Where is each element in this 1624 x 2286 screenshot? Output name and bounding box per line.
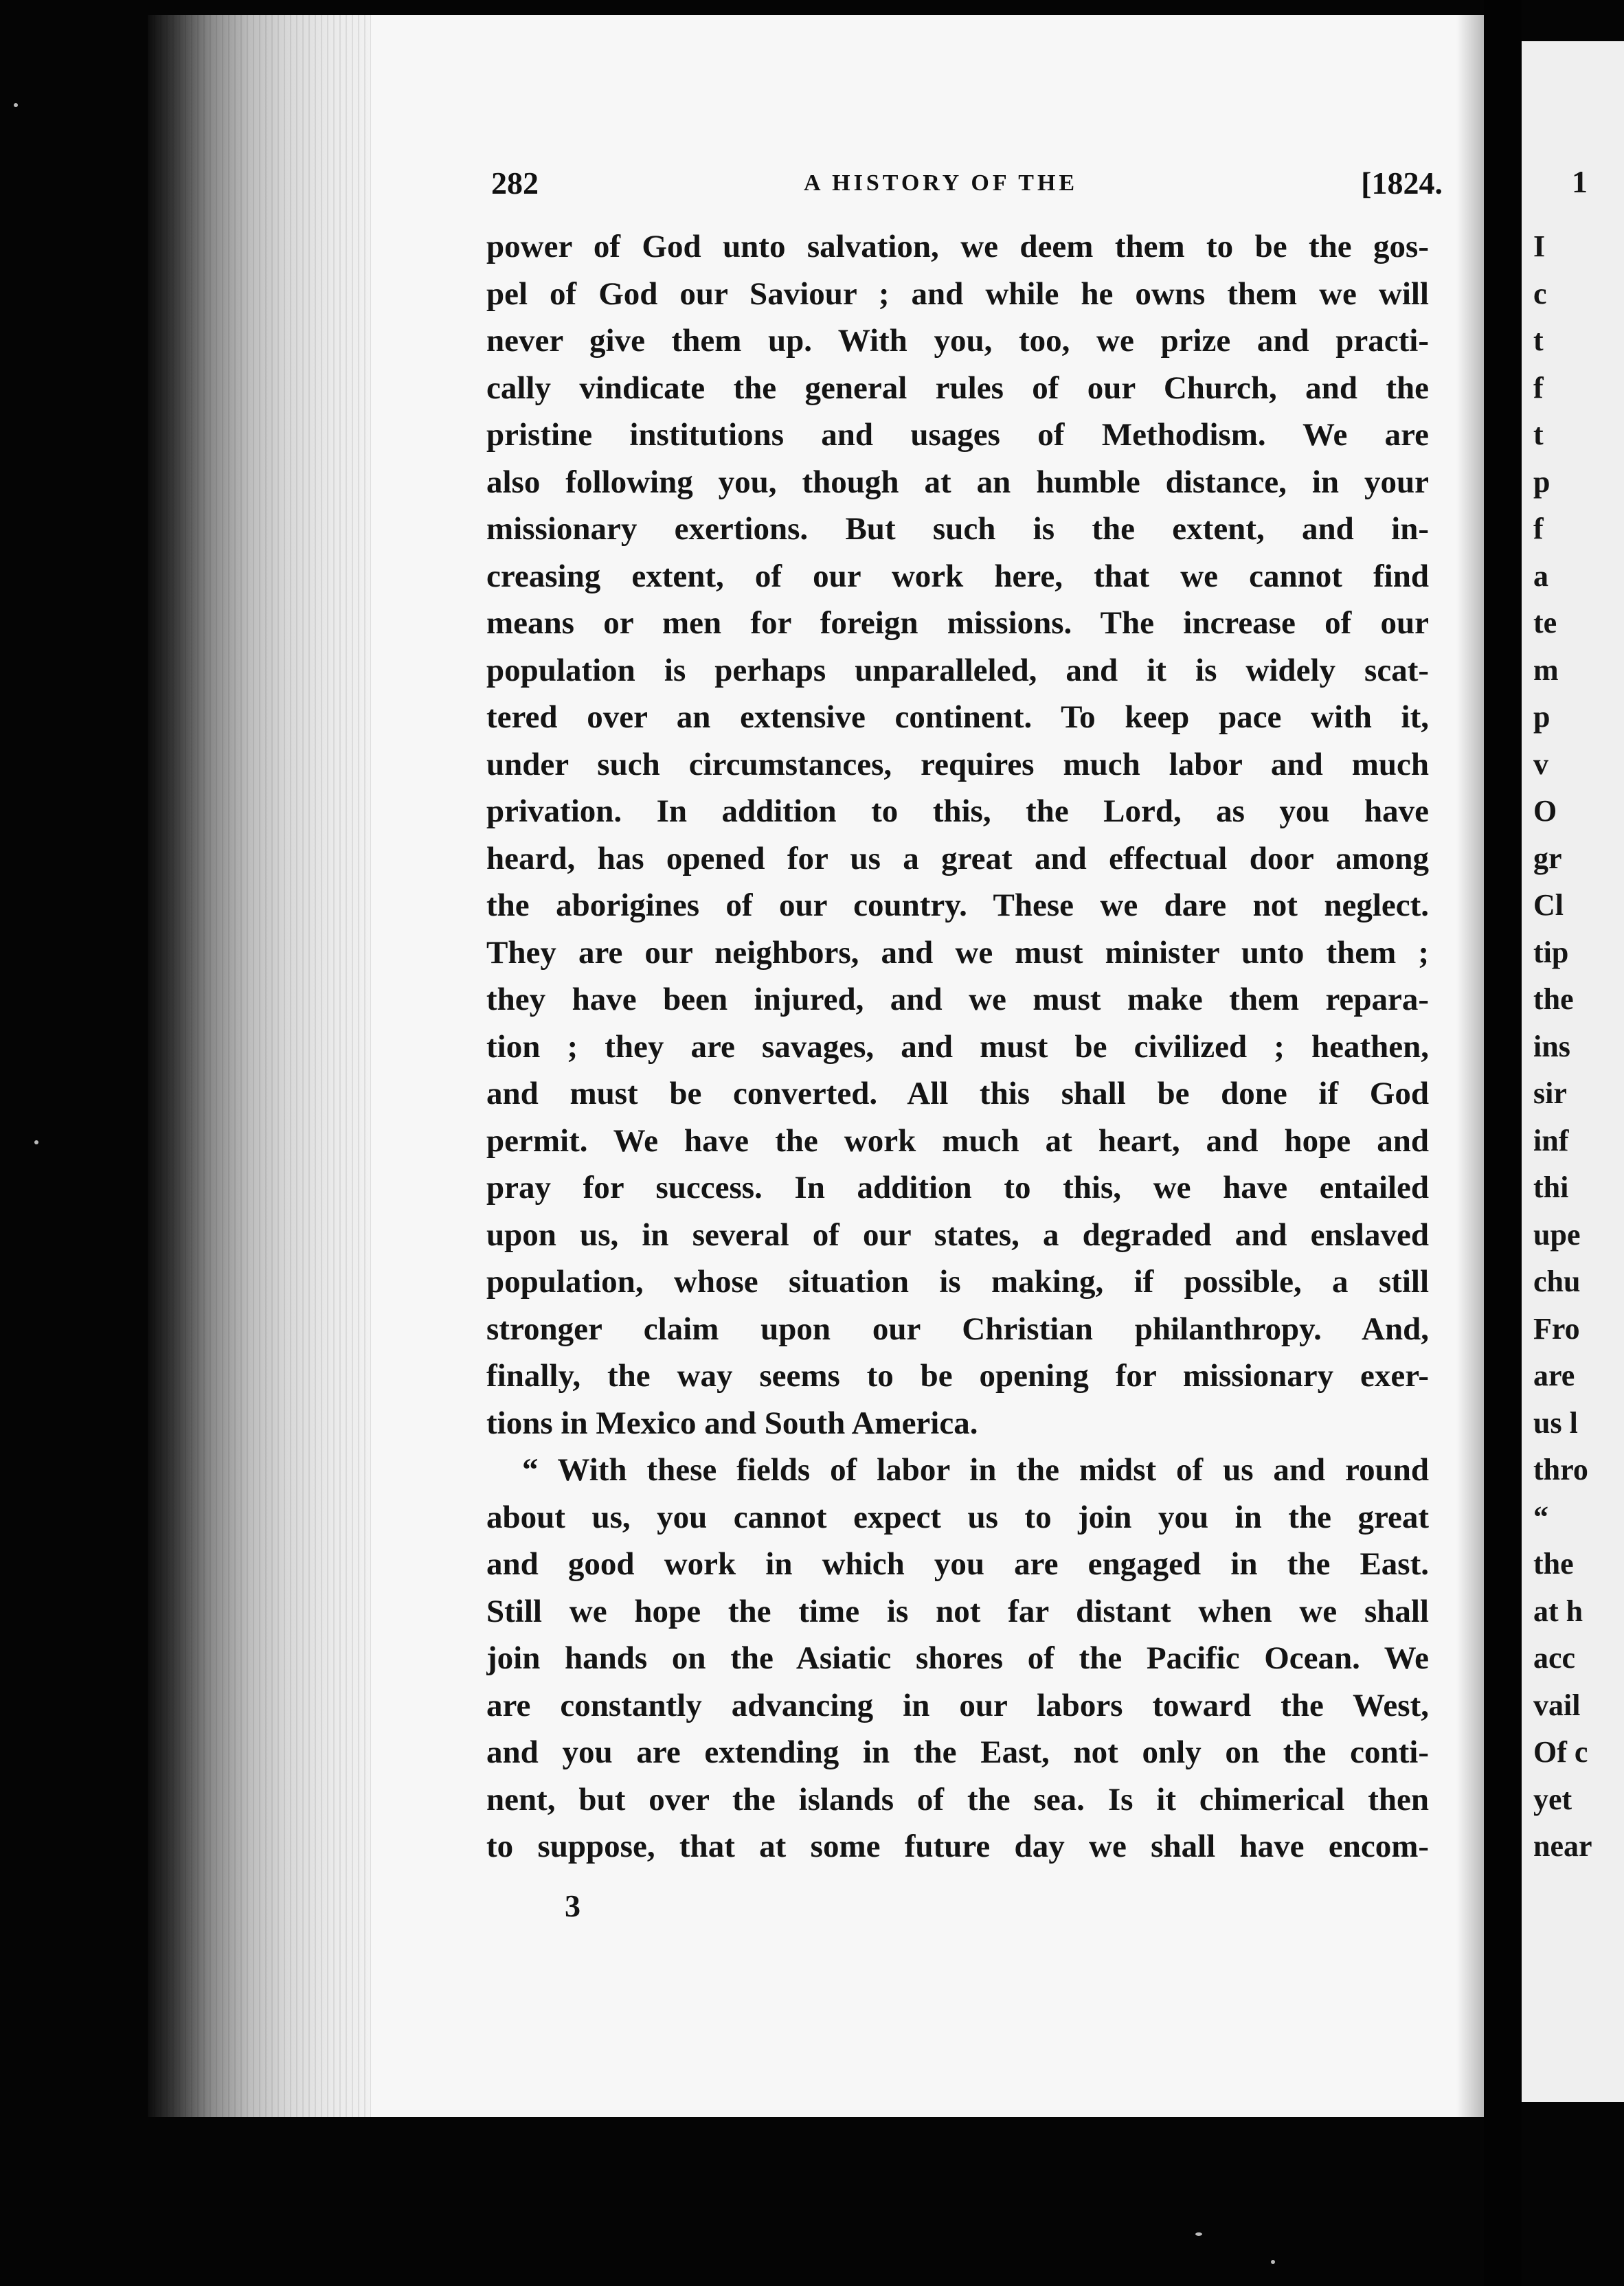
- right-page-fragment: thro: [1533, 1453, 1588, 1486]
- right-page-fragment: tip: [1533, 935, 1569, 969]
- running-head-title: A HISTORY OF THE: [804, 170, 1079, 196]
- signature-mark: 3: [565, 1888, 580, 1923]
- scan-speck: [34, 1140, 38, 1144]
- page-number: 282: [491, 166, 539, 201]
- right-page-fragment: the: [1533, 982, 1574, 1016]
- text-line: pray for success. In addition to this, we have entailed: [486, 1170, 1429, 1206]
- right-page-fragment: p: [1533, 464, 1550, 499]
- right-page-fragment: v: [1533, 747, 1548, 781]
- text-line: and you are extending in the East, not only on the conti-: [486, 1734, 1429, 1770]
- right-page-fragment: us l: [1533, 1405, 1578, 1440]
- text-line: power of God unto salvation, we deem them to be the gos-: [486, 229, 1429, 264]
- text-line: also following you, though at an humble distance, in your: [486, 464, 1429, 500]
- text-line: upon us, in several of our states, a degraded and enslaved: [486, 1216, 1429, 1253]
- right-page-fragment: t: [1533, 418, 1544, 451]
- right-page-fragment: vail: [1533, 1688, 1581, 1722]
- text-line: They are our neighbors, and we must minister unto them ;: [486, 934, 1429, 971]
- right-page-fragment: at h: [1533, 1594, 1583, 1628]
- text-line: tion ; they are savages, and must be civilized ; heathen,: [486, 1028, 1429, 1065]
- scan-speck: [1271, 2260, 1275, 2264]
- right-page-fragment: p: [1533, 700, 1550, 734]
- text-line: privation. In addition to this, the Lord, as you have: [486, 793, 1429, 829]
- right-page-fragment: f: [1533, 512, 1544, 545]
- text-line: the aborigines of our country. These we dare not neglect.: [486, 887, 1429, 923]
- right-page-fragment: are: [1533, 1359, 1575, 1392]
- scan-speck: [1195, 2232, 1202, 2236]
- text-line: population, whose situation is making, if possible, a still: [486, 1264, 1429, 1300]
- text-line: pristine institutions and usages of Methodism. We are: [486, 417, 1429, 453]
- text-line: “ With these fields of labor in the midst of us and round: [522, 1452, 1429, 1488]
- text-line: cally vindicate the general rules of our Church, and the: [486, 370, 1429, 406]
- text-line: Still we hope the time is not far distant when we shall: [486, 1593, 1429, 1629]
- text-line: permit. We have the work much at heart, and hope and: [486, 1122, 1429, 1159]
- right-page-fragment: the: [1533, 1547, 1574, 1581]
- right-page-header-fragment: 1: [1572, 164, 1588, 199]
- text-line: tions in Mexico and South America.: [486, 1405, 978, 1441]
- right-page-fragment: Fro: [1533, 1311, 1580, 1346]
- text-line: about us, you cannot expect us to join you in the great: [486, 1499, 1429, 1535]
- text-line: means or men for foreign missions. The increase of our: [486, 605, 1429, 641]
- page-gutter: [1484, 0, 1522, 2286]
- scan-speck: [14, 103, 18, 107]
- right-page-fragment: upe: [1533, 1217, 1581, 1252]
- right-page-fragment: thi: [1533, 1170, 1569, 1204]
- text-line: creasing extent, of our work here, that we cannot find: [486, 558, 1429, 594]
- right-page-fragment: “: [1533, 1500, 1548, 1534]
- right-page-fragment: f: [1533, 370, 1544, 405]
- text-line: join hands on the Asiatic shores of the Pacific Ocean. We: [486, 1640, 1429, 1676]
- right-page-fragment: chu: [1533, 1265, 1581, 1298]
- text-line: tered over an extensive continent. To keep pace with it,: [486, 699, 1429, 735]
- text-line: never give them up. With you, too, we prize and practi-: [486, 323, 1429, 359]
- right-page-fragment: Of c: [1533, 1735, 1588, 1769]
- right-page-fragment: te: [1533, 606, 1557, 640]
- right-page-fragment: gr: [1533, 841, 1562, 875]
- text-line: they have been injured, and we must make them repara-: [486, 982, 1429, 1017]
- text-line: missionary exertions. But such is the extent, and in-: [486, 511, 1429, 547]
- text-line: to suppose, that at some future day we shall have encom-: [486, 1829, 1429, 1864]
- right-page-fragment: acc: [1533, 1641, 1576, 1675]
- body-text: [486, 223, 1429, 1870]
- right-page-fragment: c: [1533, 276, 1547, 310]
- text-line: and good work in which you are engaged in the East.: [486, 1546, 1429, 1582]
- right-page-fragment: I: [1533, 229, 1546, 263]
- page-shadow: [1456, 15, 1484, 2117]
- right-page-fragment: yet: [1533, 1782, 1572, 1816]
- right-page-fragment: near: [1533, 1829, 1592, 1863]
- running-head-year: [1824.: [1361, 166, 1443, 201]
- text-line: and must be converted. All this shall be done if God: [486, 1076, 1429, 1111]
- text-line: heard, has opened for us a great and effectual door among: [486, 840, 1429, 876]
- text-line: population is perhaps unparalleled, and it is widely scat-: [486, 652, 1429, 688]
- page-edge-texture: [148, 15, 374, 2117]
- right-page-fragment: t: [1533, 324, 1544, 357]
- text-line: finally, the way seems to be opening for missionary exer-: [486, 1358, 1429, 1394]
- text-line: are constantly advancing in our labors toward the West,: [486, 1687, 1429, 1723]
- right-page-fragment: m: [1533, 653, 1559, 687]
- right-page-fragments: [1533, 223, 1624, 1870]
- right-page-fragment: sir: [1533, 1076, 1567, 1110]
- right-page-fragment: inf: [1533, 1123, 1569, 1157]
- right-page-fragment: ins: [1533, 1029, 1570, 1063]
- book-page-edge: [148, 15, 374, 2117]
- right-page-fragment: Cl: [1533, 888, 1564, 922]
- text-line: pel of God our Saviour ; and while he owns them we will: [486, 275, 1429, 312]
- running-head: [491, 165, 1443, 206]
- right-page-fragment: a: [1533, 558, 1548, 593]
- text-line: nent, but over the islands of the sea. Is it chimerical then: [486, 1781, 1429, 1818]
- text-line: stronger claim upon our Christian philanthropy. And,: [486, 1311, 1429, 1347]
- text-line: under such circumstances, requires much labor and much: [486, 746, 1429, 782]
- right-page-fragment: O: [1533, 794, 1557, 828]
